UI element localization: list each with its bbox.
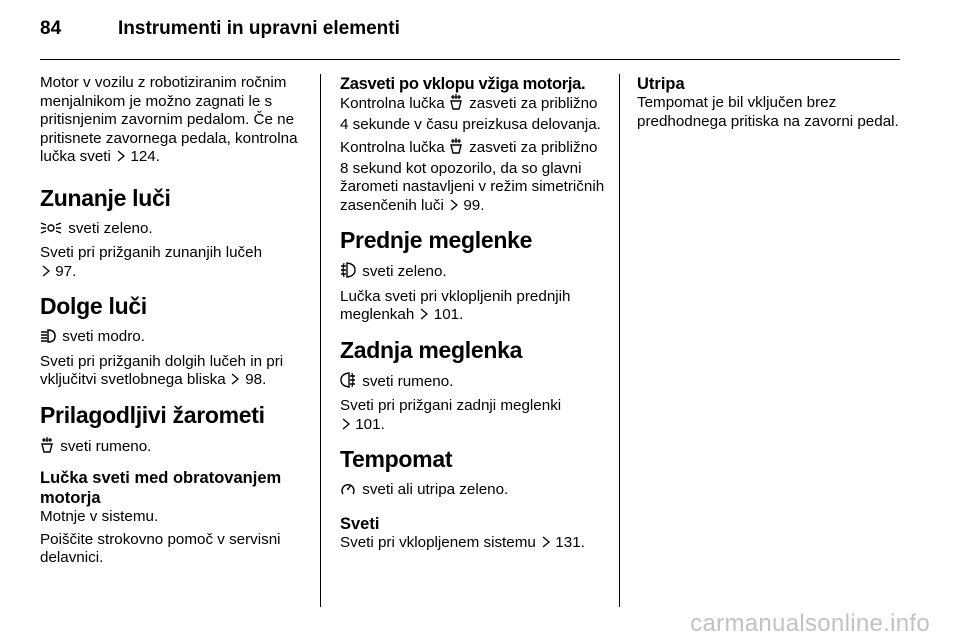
status-line: sveti ali utripa zeleno.	[340, 481, 610, 502]
page-ref-arrow-icon	[340, 416, 351, 435]
subheading-sveti: Sveti	[340, 514, 380, 533]
column-2	[340, 74, 610, 556]
adaptive-headlights-icon	[449, 94, 463, 116]
page-ref: 101.	[433, 306, 464, 323]
heading-dolge-luci: Dolge luči	[40, 293, 147, 319]
heading-tempomat: Tempomat	[340, 446, 453, 472]
column-3	[637, 74, 917, 135]
status-line: sveti rumeno.	[340, 372, 610, 394]
description: Sveti pri prižganih dolgih lučeh in pri vključitvi svetlobnega bliska 98.	[40, 352, 284, 388]
page-header	[40, 18, 920, 46]
header-rule	[40, 59, 900, 60]
status-line: sveti zeleno.	[340, 262, 610, 284]
adaptive-headlights-icon	[40, 437, 54, 459]
description: Poiščite strokovno pomoč v servisni delavnici.	[40, 530, 281, 566]
heading-prilagodljivi-zarometi: Prilagodljivi žarometi	[40, 401, 265, 428]
description: Tempomat je bil vključen brez predhodnega pritiska na zavorni pedal.	[637, 94, 899, 130]
intro-paragraph: Motor v vozilu z robotiziranim ročnim menjalnikom je možno zagnati le s pritisnjenim zavornim pedalom. Če ne pritisnete zavornega pedala, kontrolna lučka sveti 124.	[40, 74, 298, 165]
subheading-zasveti: Zasveti po vklopu vžiga motorja.	[340, 75, 586, 93]
description: Sveti pri prižganih zunanjih lučeh 97.	[40, 244, 263, 280]
page-ref-arrow-icon	[115, 148, 126, 167]
heading-zunanje-luci: Zunanje luči	[40, 184, 171, 211]
cruise-control-icon	[340, 482, 356, 502]
subheading-utripa: Utripa	[637, 75, 685, 93]
adaptive-headlights-icon	[449, 138, 463, 160]
page-ref: 101.	[355, 415, 385, 433]
subheading-lucka-sveti: Lučka sveti med obratovanjem motorja	[40, 469, 282, 507]
description: Kontrolna lučka zasveti za približno 4 sekunde v času preizkusa delovanja.	[340, 95, 601, 133]
high-beam-icon	[40, 329, 56, 349]
page-number: 84	[40, 18, 62, 39]
rear-fog-icon	[340, 372, 356, 394]
description: Sveti pri prižgani zadnji meglenki 101.	[340, 397, 562, 433]
description: Motnje v sistemu.	[40, 508, 159, 525]
page-ref: 131.	[555, 533, 585, 551]
watermark: carmanualsonline.info	[690, 610, 930, 637]
status-line: sveti zeleno.	[40, 220, 315, 241]
page-ref: 98.	[245, 371, 267, 388]
page-ref-arrow-icon	[419, 306, 430, 325]
description: Kontrolna lučka zasveti za približno 8 sekund kot opozorilo, da so glavni žarometi nastavljeni v režim simetričnih zasenčenih luči 99.	[340, 139, 605, 214]
heading-prednje-meglenke: Prednje meglenke	[340, 227, 533, 253]
front-fog-icon	[340, 262, 356, 284]
column-divider	[320, 74, 321, 607]
page-ref: 124.	[130, 148, 160, 165]
exterior-lights-icon	[40, 221, 62, 241]
column-divider	[619, 74, 620, 607]
page-ref: 97.	[55, 262, 77, 280]
page-ref-arrow-icon	[40, 263, 51, 282]
status-line: sveti rumeno.	[40, 437, 315, 459]
page-title: Instrumenti in upravni elementi	[118, 18, 400, 39]
page-ref-arrow-icon	[230, 371, 241, 390]
column-1	[40, 74, 315, 572]
description: Sveti pri vklopljenem sistemu 131.	[340, 533, 585, 551]
page-ref-arrow-icon	[540, 534, 551, 553]
heading-zadnja-meglenka: Zadnja meglenka	[340, 336, 523, 363]
description: Lučka sveti pri vklopljenih prednjih meglenkah 101.	[340, 287, 571, 323]
page-ref: 99.	[463, 196, 485, 214]
status-line: sveti modro.	[40, 328, 315, 349]
page-ref-arrow-icon	[448, 197, 459, 216]
